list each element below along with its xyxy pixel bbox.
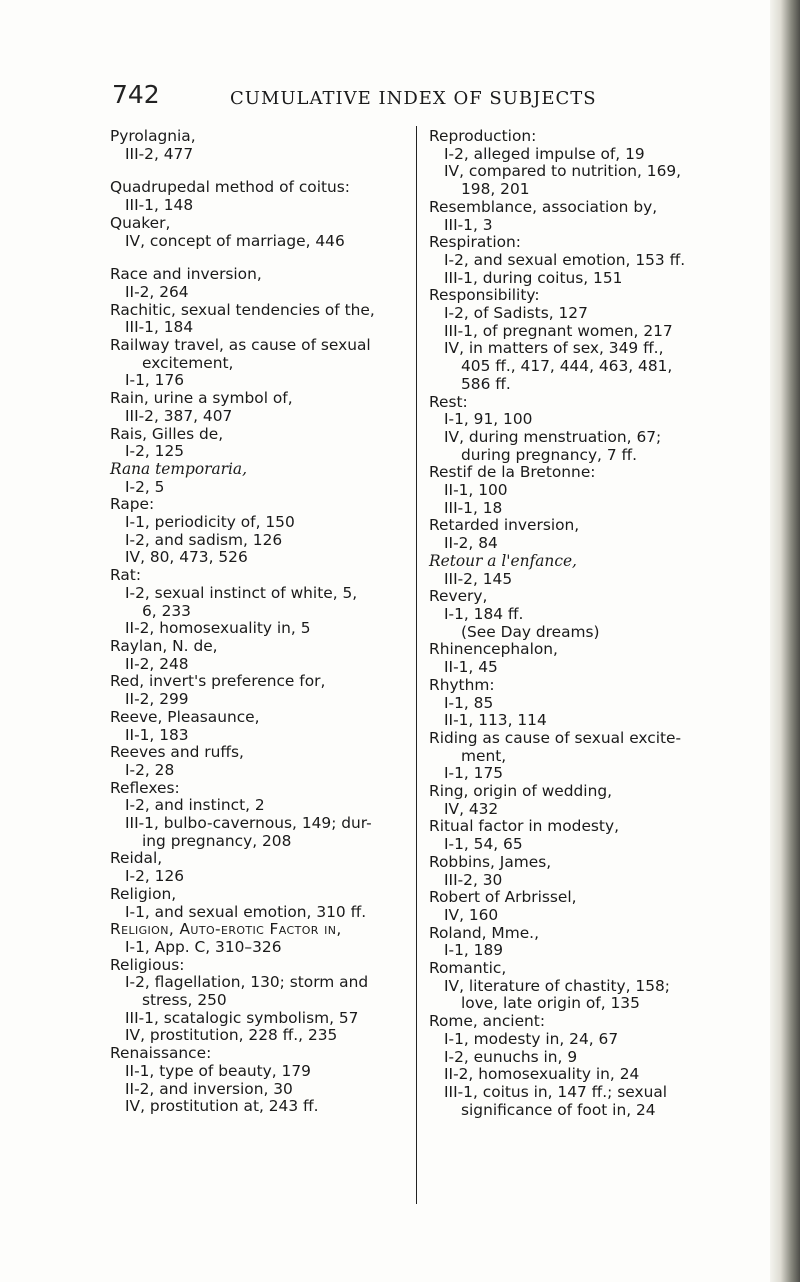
index-entry-heading: Retour a l'enfance,: [429, 551, 577, 570]
index-subentry: III-1, coitus in, 147 ff.; sexual: [444, 1082, 668, 1101]
index-subentry: II-1, 45: [444, 658, 498, 677]
column-divider: [416, 126, 417, 1204]
index-entry-heading: Resemblance, association by,: [429, 197, 658, 216]
index-subentry: IV, literature of chastity, 158;: [444, 976, 670, 995]
index-entry-heading: Restif de la Bretonne:: [429, 463, 596, 482]
index-subentry: I-2, 125: [125, 442, 185, 461]
index-entry-heading: Raylan, N. de,: [110, 636, 218, 655]
entry-spacer: [110, 163, 432, 179]
index-subentry: III-1, 18: [444, 498, 503, 517]
index-entry-heading: Rest:: [429, 392, 468, 411]
index-subentry: IV, 160: [444, 905, 499, 924]
index-subentry: III-2, 145: [444, 569, 513, 588]
index-entry-heading: Religion,: [110, 884, 177, 903]
index-entry-heading: Roland, Mme.,: [429, 923, 539, 942]
index-subentry: IV, prostitution, 228 ff., 235: [125, 1026, 338, 1045]
index-subentry: II-1, type of beauty, 179: [125, 1061, 311, 1080]
index-entry-heading: Rana temporaria,: [110, 459, 247, 478]
index-subentry: I-1, 189: [444, 941, 504, 960]
index-subentry: IV, in matters of sex, 349 ff.,: [444, 339, 664, 358]
page-edge-shadow: [770, 0, 800, 1282]
index-entry-heading: Rais, Gilles de,: [110, 424, 224, 443]
index-entry-heading: Ring, origin of wedding,: [429, 782, 613, 801]
index-subentry: I-1, periodicity of, 150: [125, 513, 295, 532]
index-subentry: II-2, and inversion, 30: [125, 1079, 293, 1098]
index-subentry: during pregnancy, 7 ff.: [461, 445, 638, 464]
index-subentry: III-2, 387, 407: [125, 406, 233, 425]
index-subentry: I-2, eunuchs in, 9: [444, 1047, 578, 1066]
index-subentry: II-1, 113, 114: [444, 711, 547, 730]
index-subentry: III-1, 3: [444, 215, 493, 234]
index-entry-heading: Quadrupedal method of coitus:: [110, 178, 350, 197]
index-subentry: I-1, and sexual emotion, 310 ff.: [125, 902, 367, 921]
index-subentry: I-1, 176: [125, 371, 185, 390]
index-subentry: ment,: [461, 746, 507, 765]
index-entry-heading: Rome, ancient:: [429, 1012, 546, 1031]
index-subentry: I-2, 28: [125, 760, 175, 779]
index-subentry: I-1, App. C, 310–326: [125, 937, 282, 956]
index-subentry: I-1, 54, 65: [444, 835, 523, 854]
index-subentry: 586 ff.: [461, 374, 511, 393]
index-entry-heading: Romantic,: [429, 959, 507, 978]
running-head-title: CUMULATIVE INDEX OF SUBJECTS: [230, 88, 597, 109]
index-entry-heading: Robbins, James,: [429, 852, 552, 871]
index-subentry: II-1, 183: [125, 725, 189, 744]
index-entry-heading: Religion, Auto-erotic Factor in,: [110, 920, 342, 939]
index-entry-heading: Railway travel, as cause of sexual: [110, 336, 371, 355]
index-column-right: [429, 128, 761, 1119]
index-subentry: ing pregnancy, 208: [142, 831, 292, 850]
index-subentry: I-2, and sadism, 126: [125, 530, 283, 549]
index-subentry: 405 ff., 417, 444, 463, 481,: [461, 357, 673, 376]
index-subentry: I-2, sexual instinct of white, 5,: [125, 583, 358, 602]
index-subentry: IV, concept of marriage, 446: [125, 231, 345, 250]
index-subentry: III-1, of pregnant women, 217: [444, 321, 673, 340]
index-subentry: I-1, 175: [444, 764, 504, 783]
index-subentry: II-2, homosexuality in, 24: [444, 1065, 640, 1084]
index-entry-heading: Pyrolagnia,: [110, 127, 196, 145]
index-subentry: III-2, 477: [125, 144, 194, 163]
index-entry-heading: Ritual factor in modesty,: [429, 817, 619, 836]
index-subentry: I-2, flagellation, 130; storm and: [125, 973, 369, 992]
index-entry-heading: Renaissance:: [110, 1044, 212, 1063]
index-entry-heading: Rachitic, sexual tendencies of the,: [110, 300, 375, 319]
index-subentry: significance of foot in, 24: [461, 1100, 656, 1119]
index-subentry: I-1, modesty in, 24, 67: [444, 1029, 619, 1048]
index-entry-heading: Reproduction:: [429, 127, 537, 145]
index-entry-heading: Reeves and ruffs,: [110, 743, 244, 762]
index-subentry: love, late origin of, 135: [461, 994, 640, 1013]
index-subentry: II-2, 299: [125, 690, 189, 709]
index-subentry: 6, 233: [142, 601, 191, 620]
index-entry-heading: Rain, urine a symbol of,: [110, 389, 293, 408]
index-subentry: (See Day dreams): [461, 622, 600, 641]
index-entry-heading: Robert of Arbrissel,: [429, 888, 577, 907]
entry-spacer: [110, 250, 432, 266]
index-entry-heading: Responsibility:: [429, 286, 540, 305]
index-subentry: I-2, and instinct, 2: [125, 796, 265, 815]
index-subentry: III-1, 148: [125, 196, 194, 215]
index-entry-heading: Revery,: [429, 587, 488, 606]
index-subentry: IV, 80, 473, 526: [125, 548, 248, 567]
index-entry-heading: Red, invert's preference for,: [110, 672, 326, 691]
index-entry-heading: Rape:: [110, 495, 155, 514]
index-subentry: I-2, alleged impulse of, 19: [444, 144, 645, 163]
index-subentry: 198, 201: [461, 180, 530, 199]
index-subentry: II-2, 248: [125, 654, 189, 673]
index-column-left: [110, 128, 432, 1116]
index-subentry: I-1, 184 ff.: [444, 604, 524, 623]
page-header: [112, 80, 612, 116]
index-entry-heading: Rhinencephalon,: [429, 640, 558, 659]
index-subentry: I-1, 85: [444, 693, 494, 712]
index-entry-heading: Reflexes:: [110, 778, 180, 797]
index-subentry: II-2, homosexuality in, 5: [125, 619, 311, 638]
index-subentry: I-1, 91, 100: [444, 410, 533, 429]
index-subentry: IV, prostitution at, 243 ff.: [125, 1097, 319, 1116]
index-entry-heading: Rat:: [110, 566, 142, 585]
index-subentry: III-1, scatalogic symbolism, 57: [125, 1008, 359, 1027]
index-subentry: IV, compared to nutrition, 169,: [444, 162, 682, 181]
index-entry-heading: Religious:: [110, 955, 185, 974]
index-entry-heading: Quaker,: [110, 213, 171, 232]
index-subentry: II-2, 84: [444, 534, 498, 553]
index-subentry: I-2, 126: [125, 867, 185, 886]
index-subentry: IV, 432: [444, 799, 499, 818]
index-subentry: I-2, of Sadists, 127: [444, 304, 588, 323]
index-subentry: III-1, bulbo-cavernous, 149; dur-: [125, 814, 372, 833]
index-entry-heading: Riding as cause of sexual excite-: [429, 728, 682, 747]
index-subentry: III-1, during coitus, 151: [444, 268, 623, 287]
index-subentry: I-2, 5: [125, 477, 165, 496]
index-subentry: I-2, and sexual emotion, 153 ff.: [444, 250, 686, 269]
index-subentry: excitement,: [142, 353, 234, 372]
index-subentry: stress, 250: [142, 991, 227, 1010]
index-entry-heading: Reeve, Pleasaunce,: [110, 707, 260, 726]
index-entry-heading: Race and inversion,: [110, 265, 262, 284]
index-entry-heading: Respiration:: [429, 233, 521, 252]
index-entry-heading: Reidal,: [110, 849, 163, 868]
index-subentry: II-2, 264: [125, 282, 189, 301]
index-entry-heading: Retarded inversion,: [429, 516, 580, 535]
index-entry-heading: Rhythm:: [429, 675, 495, 694]
index-subentry: III-2, 30: [444, 870, 503, 889]
index-subentry: IV, during menstruation, 67;: [444, 427, 662, 446]
index-subentry: II-1, 100: [444, 481, 508, 500]
page-number: 742: [112, 80, 160, 109]
index-subentry: III-1, 184: [125, 318, 194, 337]
